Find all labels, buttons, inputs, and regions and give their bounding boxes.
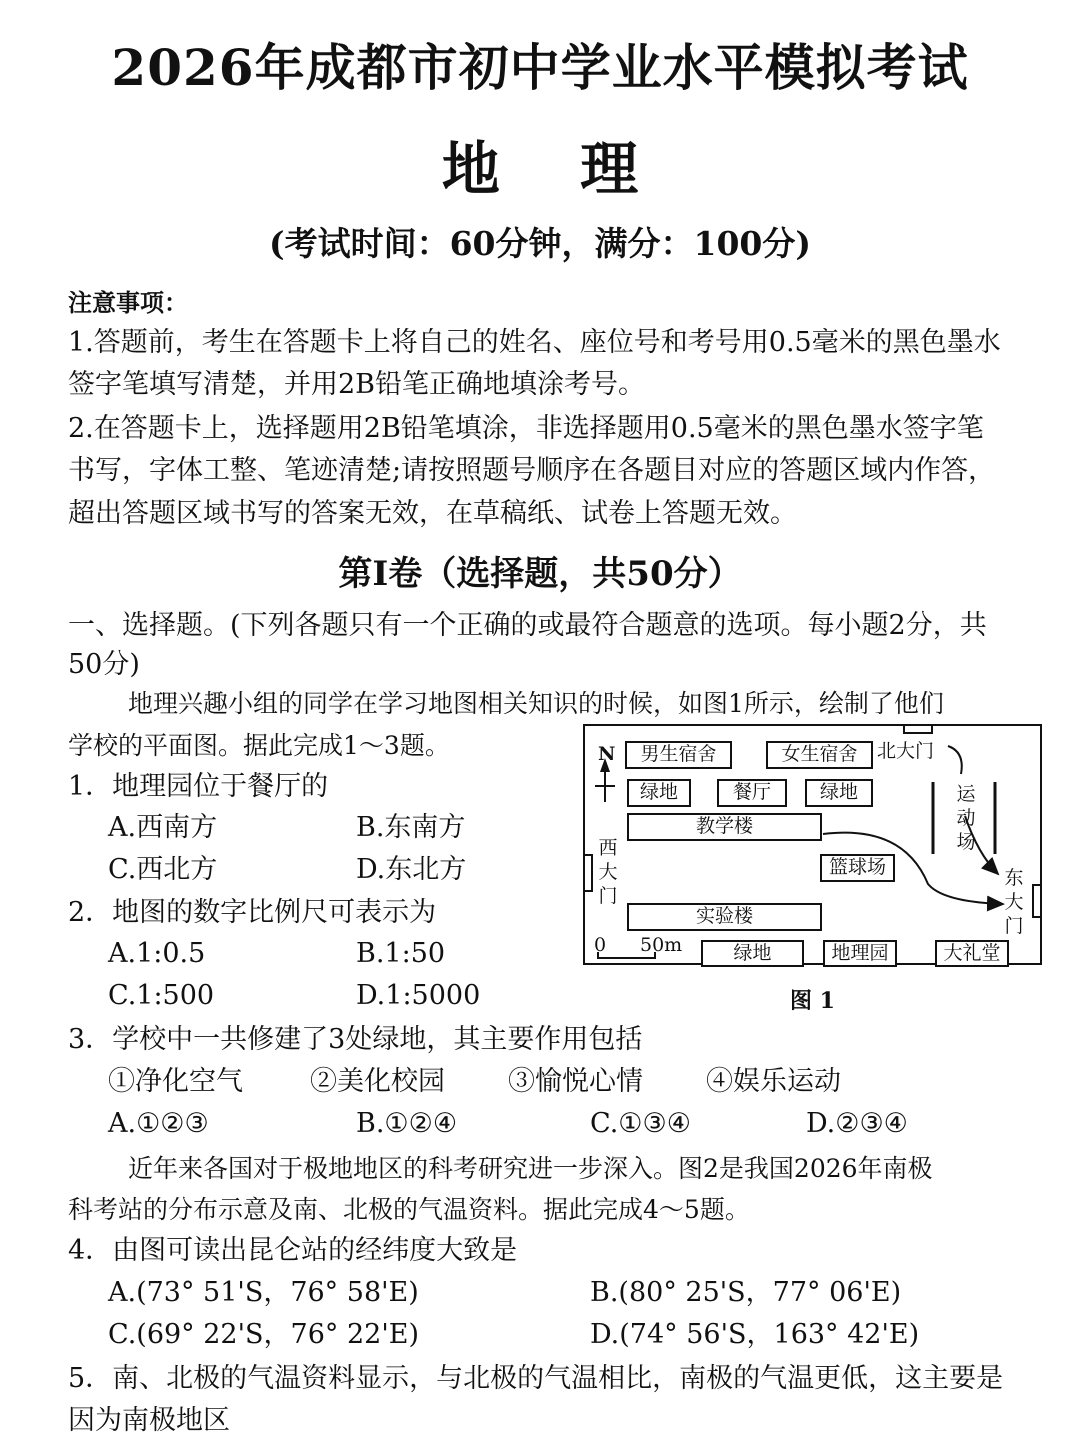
geography-garden: 地理园 (823, 940, 897, 967)
east-gate-char: 东 (1004, 867, 1024, 889)
statement-4: ④娱乐运动 (706, 1066, 841, 1097)
section-heading: 第Ⅰ卷（选择题，共50分） (338, 554, 742, 594)
statement-1: ①净化空气 (108, 1066, 243, 1097)
intro-paragraph: 近年来各国对于极地地区的科考研究进一步深入。图2是我国2026年南极 (128, 1154, 933, 1183)
section-instruction: 一、选择题。(下列各题只有一个正确的或最符合题意的选项。每小题2分，共 (68, 610, 987, 641)
scale-length: 50m (640, 934, 683, 956)
notice-line: 超出答题区域书写的答案无效，在草稿纸、试卷上答题无效。 (68, 498, 797, 529)
notice-line: 书写，字体工整、笔迹清楚;请按照题号顺序在各题目对应的答题区域内作答， (68, 455, 996, 486)
subject-title: 地 理 (441, 135, 639, 203)
option-c: C.1:500 (108, 980, 215, 1011)
option-b: B.1:50 (356, 938, 446, 969)
east-gate-label (1003, 866, 1025, 938)
option-a: A.1:0.5 (108, 938, 206, 969)
west-gate (583, 854, 593, 892)
option-d: D.东北方 (356, 854, 467, 885)
option-d: D.1:5000 (356, 980, 481, 1011)
figure-caption: 图 1 (790, 988, 835, 1014)
notice-line: 签字笔填写清楚，并用2B铅笔正确地填涂考号。 (68, 369, 646, 400)
playground-char: 运 (956, 783, 976, 805)
statement-3: ③愉悦心情 (508, 1066, 643, 1097)
auditorium: 大礼堂 (935, 940, 1009, 967)
intro-paragraph: 学校的平面图。据此完成1～3题。 (68, 731, 450, 760)
option-a: A.(73° 51'S，76° 58'E) (108, 1277, 419, 1308)
playground-char: 场 (956, 831, 976, 853)
green-area-3: 绿地 (701, 940, 804, 967)
question-stem: 因为南极地区 (68, 1405, 230, 1436)
west-gate-label (597, 836, 619, 908)
notice-heading: 注意事项： (68, 288, 188, 317)
option-d: D.(74° 56'S，163° 42'E) (590, 1319, 920, 1350)
green-area-2: 绿地 (805, 779, 873, 807)
north-gate-label: 北大门 (877, 740, 935, 762)
east-gate-char: 大 (1004, 891, 1024, 913)
option-b: B.东南方 (356, 812, 466, 843)
option-c: C.(69° 22'S，76° 22'E) (108, 1319, 419, 1350)
boys-dorm: 男生宿舍 (625, 741, 732, 769)
intro-paragraph: 科考站的分布示意及南、北极的气温资料。据此完成4～5题。 (68, 1195, 750, 1224)
option-b: B.①②④ (356, 1108, 458, 1139)
option-c: C.①③④ (590, 1108, 691, 1139)
west-gate-char: 西 (598, 837, 618, 859)
canteen: 餐厅 (717, 779, 787, 807)
option-b: B.(80° 25'S，77° 06'E) (590, 1277, 902, 1308)
lab-building: 实验楼 (627, 903, 822, 931)
option-c: C.西北方 (108, 854, 218, 885)
north-gate (903, 724, 933, 734)
east-gate-char: 门 (1004, 915, 1024, 937)
east-gate (1032, 884, 1042, 918)
exam-info: (考试时间：60分钟，满分：100分) (268, 224, 812, 263)
school-map (583, 724, 1042, 965)
option-a: A.西南方 (108, 812, 218, 843)
intro-paragraph: 地理兴趣小组的同学在学习地图相关知识的时候，如图1所示，绘制了他们 (128, 689, 944, 718)
west-gate-char: 大 (598, 861, 618, 883)
notice-line: 1.答题前，考生在答题卡上将自己的姓名、座位号和考号用0.5毫米的黑色墨水 (68, 327, 1001, 358)
west-gate-char: 门 (598, 885, 618, 907)
girls-dorm: 女生宿舍 (766, 741, 873, 769)
option-a: A.①②③ (108, 1108, 209, 1139)
option-d: D.②③④ (806, 1108, 908, 1139)
playground-char: 动 (956, 807, 976, 829)
basketball-court: 篮球场 (820, 854, 895, 882)
path-curve (948, 746, 962, 774)
playground-label (955, 782, 977, 854)
notice-line: 2.在答题卡上，选择题用2B铅笔填涂，非选择题用0.5毫米的黑色墨水签字笔 (68, 413, 984, 444)
green-area-1: 绿地 (627, 779, 691, 807)
question-stem: 3．学校中一共修建了3处绿地，其主要作用包括 (68, 1024, 643, 1055)
section-instruction: 50分) (68, 649, 140, 680)
question-stem: 5．南、北极的气温资料显示，与北极的气温相比，南极的气温更低，这主要是 (68, 1363, 1004, 1394)
north-label: N (598, 743, 616, 765)
page-title: 2026年成都市初中学业水平模拟考试 (111, 38, 969, 97)
question-stem: 1．地理园位于餐厅的 (68, 771, 329, 802)
scale-zero: 0 (594, 934, 607, 956)
question-stem: 2．地图的数字比例尺可表示为 (68, 897, 437, 928)
statement-2: ②美化校园 (310, 1066, 445, 1097)
question-stem: 4．由图可读出昆仑站的经纬度大致是 (68, 1235, 518, 1266)
teaching-building: 教学楼 (627, 813, 822, 841)
